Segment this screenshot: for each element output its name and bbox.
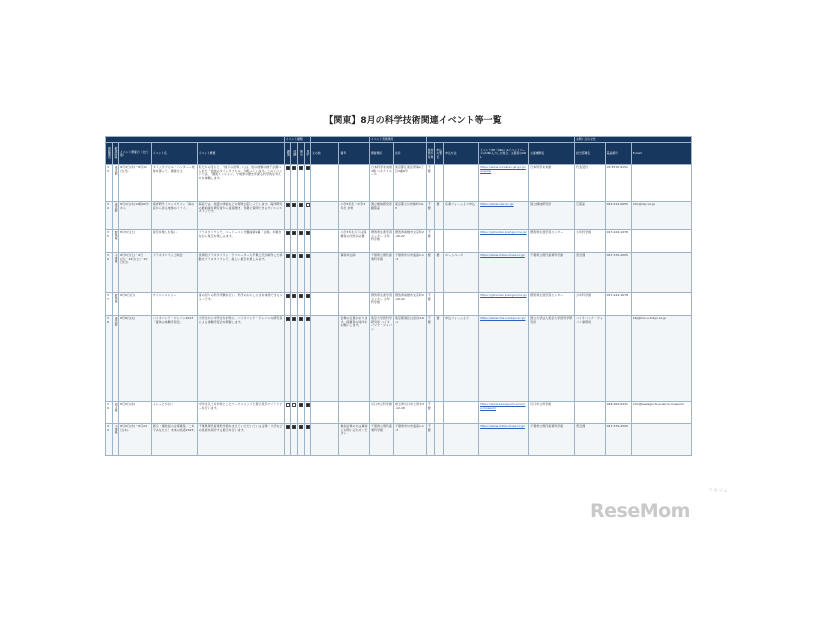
row-department: 広報室 bbox=[575, 202, 606, 230]
row-type-cell bbox=[304, 293, 311, 316]
row-apply: 要 bbox=[435, 253, 444, 293]
checked-box-icon bbox=[299, 403, 303, 407]
row-url[interactable]: https://gllcenter.pref.gunma.jp/ bbox=[479, 293, 529, 316]
header-email: E-mail bbox=[631, 143, 691, 165]
logo-text: ReseMom bbox=[590, 500, 690, 522]
row-apply bbox=[435, 230, 444, 253]
row-note: 小学5年生～中学3年生 対象 bbox=[339, 202, 370, 230]
row-type-cell bbox=[304, 230, 311, 253]
row-method bbox=[444, 402, 479, 424]
checked-box-icon bbox=[286, 166, 290, 170]
row-url[interactable]: https://www.chiba-muse.or.jp/ bbox=[479, 424, 529, 456]
row-venue: 国立極地研究所 観覧室 bbox=[370, 202, 394, 230]
row-prefecture: 東京都 bbox=[112, 316, 119, 402]
header-group-contact: お問い合わせ先 bbox=[575, 137, 692, 143]
checked-box-icon bbox=[306, 403, 310, 407]
row-prefecture: 東京都 bbox=[112, 165, 119, 202]
row-summary: 私たちの足もと、「地下の世界」には、岩の地層の様子が調べられた「地球のタイムカプセル」が眠っています。このイベントでは、「調査ミッション」で地球の歴史を探る科学的な考え方を体験します。 bbox=[197, 165, 284, 202]
header-name: イベント名 bbox=[151, 143, 197, 165]
row-summary: 千葉県現代産業科学館を支えていただいている企業・大学などの技術を紹介する展示を行います。 bbox=[197, 424, 284, 456]
row-note: 参加企業の方は事前にお問い合わせください bbox=[339, 424, 370, 456]
header-group-event: イベント種類 bbox=[284, 137, 310, 143]
row-method bbox=[444, 424, 479, 456]
row-organizer: 千葉県立現代産業科学館 bbox=[529, 253, 575, 293]
header-fee: 参加費の有無 bbox=[426, 143, 435, 165]
header-type-experience: 体験 bbox=[291, 143, 298, 165]
row-venue: 群馬県生涯学習センター 少年科学館 bbox=[370, 230, 394, 253]
header-address: 住所 bbox=[394, 143, 427, 165]
row-other bbox=[311, 402, 339, 424]
table-row bbox=[106, 424, 692, 456]
row-prefecture: 千葉県 bbox=[112, 253, 119, 293]
row-venue: 群馬県生涯学習センター 少年科学館 bbox=[370, 293, 394, 316]
checked-box-icon bbox=[306, 231, 310, 235]
header-url: イベントHP（URL）※イベントページのURL入力した場合、主催者のURL bbox=[479, 143, 529, 165]
row-email[interactable]: info@nipr.ac.jp bbox=[631, 202, 691, 230]
row-date: 8月3日(木)～8月11日(月) bbox=[119, 165, 152, 202]
row-url[interactable]: https://www.miraikan.jst.go.jp/events/ bbox=[479, 165, 529, 202]
row-other bbox=[311, 316, 339, 402]
checked-box-icon bbox=[306, 166, 310, 170]
event-table bbox=[105, 136, 692, 456]
row-venue: 千葉県立現代産業科学館 bbox=[370, 253, 394, 293]
row-organizer: 群馬県生涯学習センター bbox=[529, 230, 575, 253]
row-fee: 不要 bbox=[426, 424, 435, 456]
row-fee: 不要 bbox=[426, 165, 435, 202]
checked-box-icon bbox=[299, 254, 303, 258]
header-type-tour: 見学 bbox=[304, 143, 311, 165]
row-other bbox=[311, 202, 339, 230]
row-department bbox=[575, 402, 606, 424]
header-type-lecture: 講演 bbox=[284, 143, 291, 165]
header-tel: 電話番号 bbox=[605, 143, 631, 165]
checked-box-icon bbox=[306, 425, 310, 429]
row-method bbox=[444, 165, 479, 202]
row-tel: 047-379-2005 bbox=[605, 424, 631, 456]
resemom-logo bbox=[590, 488, 730, 536]
row-tel bbox=[605, 316, 631, 402]
row-event-name: 星空を楽しむ集い bbox=[151, 230, 197, 253]
row-organizer: 川口市立科学館 bbox=[529, 402, 575, 424]
checked-box-icon bbox=[299, 425, 303, 429]
row-event-name: プラネタリウム上映会 bbox=[151, 253, 197, 293]
row-fee: 不要 bbox=[426, 293, 435, 316]
row-note: 会場の定員があります。保護者の同伴をお願いします。 bbox=[339, 316, 370, 402]
header-summary: イベント概要 bbox=[197, 143, 284, 165]
header-no: 掲載番号 bbox=[106, 143, 113, 165]
row-address: 群馬県前橋市文京町2-20-22 bbox=[394, 293, 427, 316]
table-row bbox=[106, 402, 692, 424]
table-body bbox=[106, 165, 692, 456]
page-title: 【関東】8月の科学技術関連イベント等一覧 bbox=[324, 116, 502, 126]
row-url[interactable]: https://gllcenter.pref.gunma.jp/ bbox=[479, 230, 529, 253]
row-venue: 川口市立科学館 bbox=[370, 402, 394, 424]
header-group-hosting: イベント実施場所 bbox=[370, 137, 427, 143]
row-event-name: バイオパンク・ジャパン2023「夏休み体験学習会」 bbox=[151, 316, 197, 402]
row-summary: 小学生から中学生を対象に、バイオパンク・ジャパンの研究者による体験学習会を開催します。 bbox=[197, 316, 284, 402]
header-venue: 開催場所 bbox=[370, 143, 394, 165]
row-address: 埼玉県川口市上青木3-12-18 bbox=[394, 402, 427, 424]
row-date: 8月5日(土)・6日(日)・19日(土)・20日(日) bbox=[119, 253, 152, 293]
table-row bbox=[106, 202, 692, 230]
row-tel: 027-224-1678 bbox=[605, 230, 631, 253]
checked-box-icon bbox=[292, 294, 296, 298]
row-address: 東京都江東区青海2丁目3番6号 bbox=[394, 165, 427, 202]
checked-box-icon bbox=[299, 231, 303, 235]
row-organizer: 千葉県立現代産業科学館 bbox=[529, 424, 575, 456]
row-method: 申込フォームより bbox=[444, 316, 479, 402]
row-method bbox=[444, 293, 479, 316]
row-organizer: 群馬県生涯学習センター bbox=[529, 293, 575, 316]
unchecked-box-icon bbox=[292, 403, 296, 407]
row-address: 東京都港区白金台4-6-1 bbox=[394, 316, 427, 402]
header-method: 申込方法 bbox=[444, 143, 479, 165]
row-date: 8月9日(水) bbox=[119, 402, 152, 424]
checked-box-icon bbox=[292, 203, 296, 207]
row-email[interactable]: info@kawaguchi-science.museum bbox=[631, 402, 691, 424]
row-apply bbox=[435, 293, 444, 316]
row-number: 36 bbox=[106, 253, 113, 293]
row-prefecture: 埼玉県 bbox=[112, 402, 119, 424]
row-fee: 不要 bbox=[426, 230, 435, 253]
table-row bbox=[106, 253, 692, 293]
row-fee: 不要 bbox=[426, 316, 435, 402]
row-apply bbox=[435, 165, 444, 202]
row-department: 普及課 bbox=[575, 424, 606, 456]
row-venue: 東京大学医科学研究所 バイオパンク・ジャパン bbox=[370, 316, 394, 402]
checked-box-icon bbox=[286, 254, 290, 258]
row-fee: 要 bbox=[426, 253, 435, 293]
row-url[interactable]: https://www.kawaguchi-science.museum bbox=[479, 402, 529, 424]
checked-box-icon bbox=[306, 317, 310, 321]
checked-box-icon bbox=[306, 294, 310, 298]
checked-box-icon bbox=[286, 294, 290, 298]
row-note bbox=[339, 293, 370, 316]
row-address: 千葉県市川市鬼高1-1-3 bbox=[394, 253, 427, 293]
row-summary: 身の回りの科学実験を行い、科学のおもしろさを体感できるショーです。 bbox=[197, 293, 284, 316]
row-url[interactable]: https://www.chiba-muse.or.jp/ bbox=[479, 253, 529, 293]
header-org: 主催機関名 bbox=[529, 143, 575, 165]
checked-box-icon bbox=[306, 254, 310, 258]
row-tel: 03-3570-9151 bbox=[605, 165, 631, 202]
row-prefecture: 東京都 bbox=[112, 202, 119, 230]
row-fee: 不要 bbox=[426, 202, 435, 230]
row-address: 群馬県前橋市文京町2-20-22 bbox=[394, 230, 427, 253]
table-row bbox=[106, 316, 692, 402]
row-tel: 047-379-2005 bbox=[605, 253, 631, 293]
row-organizer: 日本科学未来館 bbox=[529, 165, 575, 202]
row-apply: 要 bbox=[435, 316, 444, 402]
row-other bbox=[311, 165, 339, 202]
row-number: 40 bbox=[106, 424, 113, 456]
row-number: 38 bbox=[106, 316, 113, 402]
checked-box-icon bbox=[299, 203, 303, 207]
checked-box-icon bbox=[299, 317, 303, 321]
row-note: 事前申込制 bbox=[339, 253, 370, 293]
row-url[interactable]: https://www.ims.u-tokyo.ac.jp/ bbox=[479, 316, 529, 402]
header-type-exhibit: 展示 bbox=[297, 143, 304, 165]
row-organizer: 国立極地研究所 bbox=[529, 202, 575, 230]
checked-box-icon bbox=[286, 203, 290, 207]
checked-box-icon bbox=[286, 317, 290, 321]
row-number: 35 bbox=[106, 230, 113, 253]
row-event-name: サイエンスショー bbox=[151, 293, 197, 316]
row-url[interactable]: https://www.nipr.ac.jp/ bbox=[479, 202, 529, 230]
row-event-name: ふらっとかがく bbox=[151, 402, 197, 424]
header-dept: 担当部署名 bbox=[575, 143, 606, 165]
row-apply bbox=[435, 402, 444, 424]
row-organizer: 国立大学法人東京大学医科学研究所 bbox=[529, 316, 575, 402]
row-tel: 027-224-1678 bbox=[605, 293, 631, 316]
table-row bbox=[106, 230, 692, 253]
row-tel: 048-262-6431 bbox=[605, 402, 631, 424]
row-date: 8月9日(水)～8月24日(木) bbox=[119, 424, 152, 456]
row-email[interactable]: bbj@ims.u-tokyo.ac.jp bbox=[631, 316, 691, 402]
header-other: その他 bbox=[311, 143, 339, 165]
checked-box-icon bbox=[292, 317, 296, 321]
row-event-name: タイムカプセル・ハンターー地球を探って、調査せよ bbox=[151, 165, 197, 202]
row-summary: 中学生以上を対象としたワークショップと展示見学ナイトツアーを行います。 bbox=[197, 402, 284, 424]
checked-box-icon bbox=[292, 254, 296, 258]
row-type-cell bbox=[304, 253, 311, 293]
header-apply: 申込の要否 bbox=[435, 143, 444, 165]
row-date: 8月3日(木)14時00分から bbox=[119, 202, 152, 230]
row-method bbox=[444, 230, 479, 253]
event-table-container bbox=[105, 136, 692, 484]
row-address: 千葉県市川市鬼高1-1-3 bbox=[394, 424, 427, 456]
row-method: ホームページ bbox=[444, 253, 479, 293]
row-apply bbox=[435, 424, 444, 456]
row-venue: 日本科学未来館 3階 コネクトホール bbox=[370, 165, 394, 202]
row-prefecture: 千葉県 bbox=[112, 424, 119, 456]
row-type-cell bbox=[304, 165, 311, 202]
row-email[interactable] bbox=[631, 165, 691, 202]
header-pref: 都道府県 bbox=[112, 143, 119, 165]
row-summary: 世界的プラネタリウム・クリエーター大平貴之氏が制作した移動式プラネタリウムで、美しい星空を楽しみます。 bbox=[197, 253, 284, 293]
row-type-cell bbox=[304, 402, 311, 424]
row-department: バイオパンク・ジャパン事務局 bbox=[575, 316, 606, 402]
logo-kana: リセマム bbox=[708, 488, 728, 494]
checked-box-icon bbox=[292, 425, 296, 429]
row-note bbox=[339, 165, 370, 202]
row-department: 代表受付 bbox=[575, 165, 606, 202]
row-number: 37 bbox=[106, 293, 113, 316]
checked-box-icon bbox=[286, 231, 290, 235]
table-header bbox=[106, 137, 692, 165]
row-method: 応募フォームより申込 bbox=[444, 202, 479, 230]
row-prefecture: 群馬県 bbox=[112, 230, 119, 253]
table-row bbox=[106, 165, 692, 202]
row-department: 普及課 bbox=[575, 253, 606, 293]
row-note: 小学3年生以下は保護者の同伴が必要 bbox=[339, 230, 370, 253]
row-event-name: 海洋研サイエンスカフェ「海の底から見る地球のミライ」 bbox=[151, 202, 197, 230]
row-type-cell bbox=[304, 202, 311, 230]
row-other bbox=[311, 253, 339, 293]
header-note: 備考 bbox=[339, 143, 370, 165]
row-number: 33 bbox=[106, 165, 113, 202]
row-date: 8月6日(日) bbox=[119, 293, 152, 316]
row-date: 8月5日(土) bbox=[119, 230, 152, 253]
checked-box-icon bbox=[292, 166, 296, 170]
row-prefecture: 群馬県 bbox=[112, 293, 119, 316]
row-other bbox=[311, 293, 339, 316]
row-email[interactable] bbox=[631, 293, 691, 316]
row-tel: 042-512-0655 bbox=[605, 202, 631, 230]
row-address: 東京都立川市緑町10-3 bbox=[394, 202, 427, 230]
unchecked-box-icon bbox=[286, 403, 290, 407]
table-row bbox=[106, 293, 692, 316]
row-department: 少年科学館 bbox=[575, 230, 606, 253]
row-email[interactable] bbox=[631, 424, 691, 456]
row-event-name: 展示・運営協力企業募集「これであなたも！未来の技術2023」 bbox=[151, 424, 197, 456]
unchecked-box-icon bbox=[306, 203, 310, 207]
row-summary: プラネタリウムで、ベートーベン交響曲第9番「合唱」を聴きながら星空を楽しみます。 bbox=[197, 230, 284, 253]
row-apply: 要 bbox=[435, 202, 444, 230]
row-note bbox=[339, 402, 370, 424]
row-venue: 千葉県立現代産業科学館 bbox=[370, 424, 394, 456]
row-number: 39 bbox=[106, 402, 113, 424]
checked-box-icon bbox=[299, 294, 303, 298]
row-email[interactable] bbox=[631, 230, 691, 253]
row-type-cell bbox=[304, 316, 311, 402]
row-department: 少年科学館 bbox=[575, 293, 606, 316]
header-date: イベント開催日（全日程） bbox=[119, 143, 152, 165]
row-fee: 不要 bbox=[426, 402, 435, 424]
row-other bbox=[311, 230, 339, 253]
checked-box-icon bbox=[292, 231, 296, 235]
checked-box-icon bbox=[299, 166, 303, 170]
row-email[interactable] bbox=[631, 253, 691, 293]
row-other bbox=[311, 424, 339, 456]
row-summary: 海底では、地震や津波などの現象が起こっています。海洋研究の最前線を研究者から直接聞き、気軽に質問できるサイエンスカフェです。 bbox=[197, 202, 284, 230]
row-date: 8月8日(火) bbox=[119, 316, 152, 402]
checked-box-icon bbox=[286, 425, 290, 429]
row-number: 34 bbox=[106, 202, 113, 230]
row-type-cell bbox=[304, 424, 311, 456]
